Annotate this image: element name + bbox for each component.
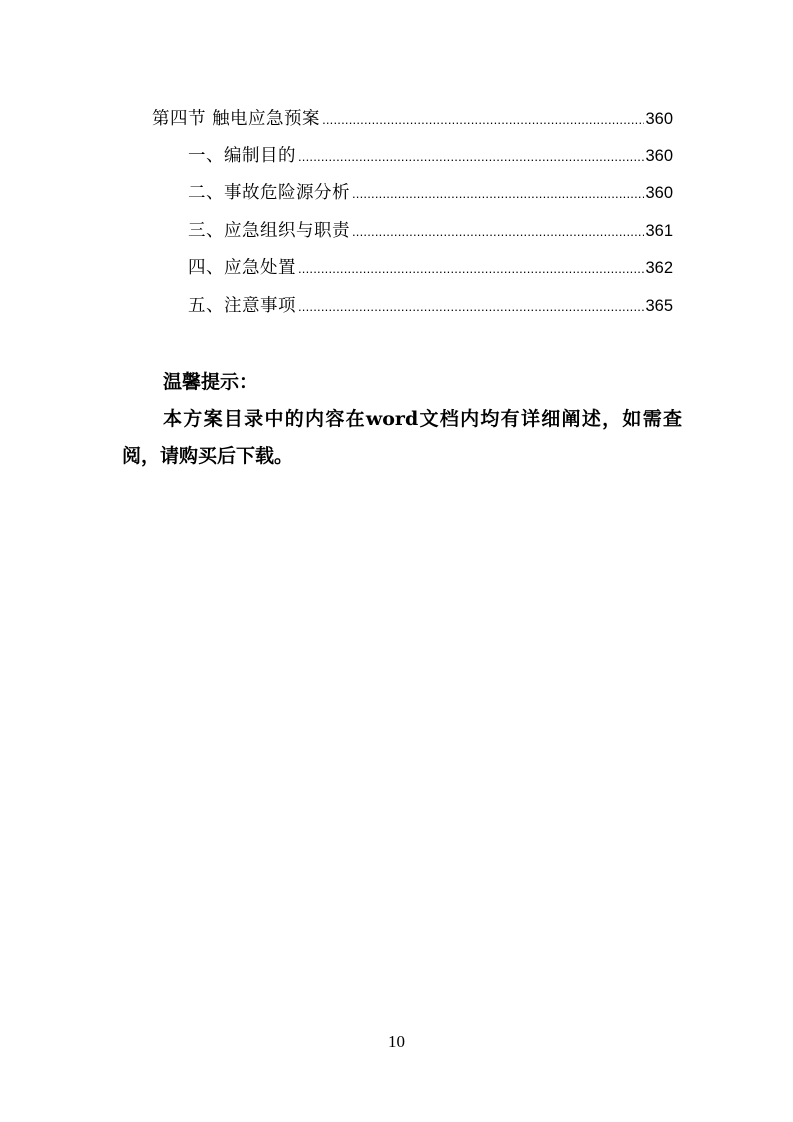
toc-entry-subsection[interactable]	[188, 218, 673, 244]
toc-dot-leader	[298, 294, 644, 320]
toc-entry-page: 360	[645, 147, 673, 165]
page-number: 10	[388, 1032, 405, 1051]
toc-entry-subsection[interactable]	[188, 143, 673, 169]
toc-entry-title: 四、应急处置	[188, 258, 296, 278]
toc-dot-leader	[352, 181, 644, 207]
toc-dot-leader	[298, 144, 644, 170]
toc-dot-leader	[352, 219, 644, 245]
toc-entry-title: 五、注意事项	[188, 296, 296, 316]
toc-entry-page: 360	[645, 184, 673, 202]
notice-body: 本方案目录中的内容在word文档内均有详细阐述，如需查阅，请购买后下载。	[122, 408, 682, 467]
notice-heading: 温馨提示：	[163, 371, 259, 393]
toc-entry-section[interactable]	[152, 106, 673, 132]
toc-entry-page: 365	[645, 297, 673, 315]
toc-dot-leader	[298, 256, 644, 282]
toc-entry-page: 360	[645, 110, 673, 128]
notice-block	[122, 364, 682, 475]
toc-dot-leader	[322, 107, 644, 133]
toc-entry-subsection[interactable]	[188, 293, 673, 319]
toc-entry-subsection[interactable]	[188, 180, 673, 206]
toc-entry-subsection[interactable]	[188, 255, 673, 281]
toc-entry-title: 一、编制目的	[188, 146, 296, 166]
toc-entry-title: 第四节 触电应急预案	[152, 109, 321, 129]
toc-entry-title: 二、事故危险源分析	[188, 183, 350, 203]
toc-entry-page: 362	[645, 259, 673, 277]
toc-entry-page: 361	[645, 222, 673, 240]
toc-entry-title: 三、应急组织与职责	[188, 221, 350, 241]
